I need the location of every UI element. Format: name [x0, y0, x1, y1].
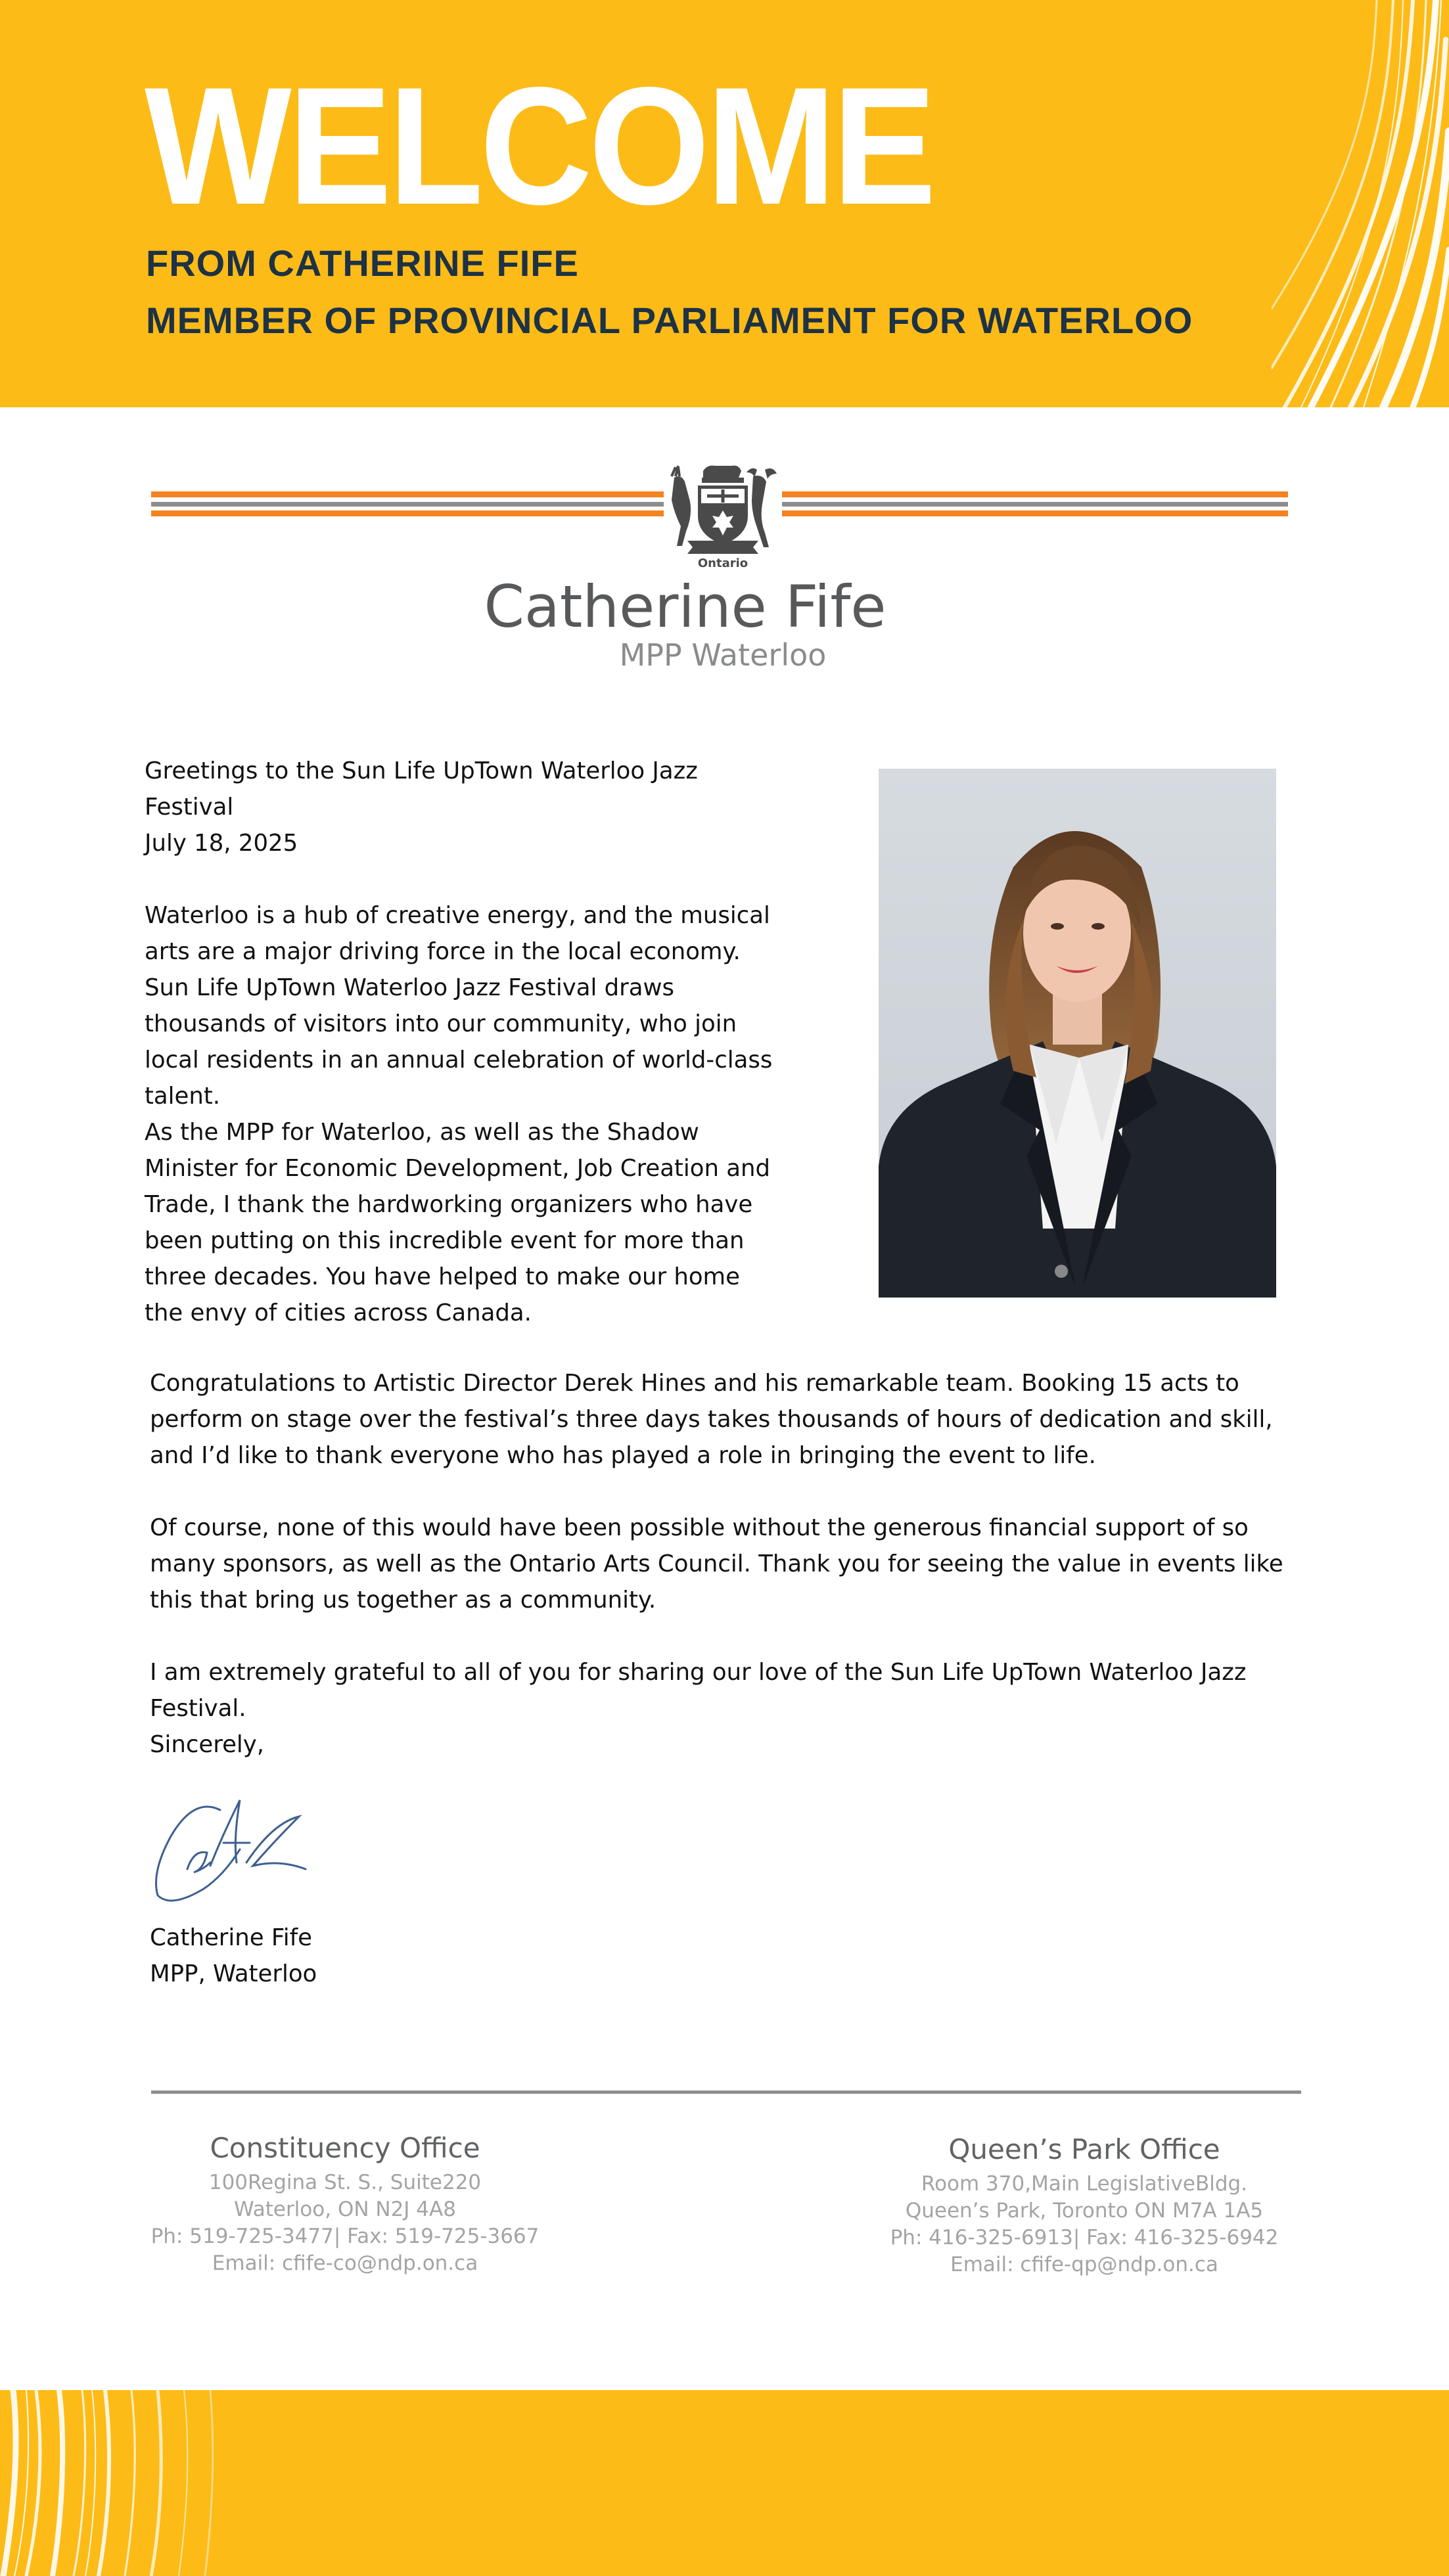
letter-subject: Greetings to the Sun Life UpTown Waterloo Jazz Festival: [145, 757, 698, 821]
brush-texture-decoration: [1272, 0, 1449, 407]
crest-label: Ontario: [697, 556, 748, 570]
letter-date: July 18, 2025: [145, 830, 298, 857]
letterhead-title: MPP Waterloo: [619, 637, 827, 673]
constituency-address-2: Waterloo, ON N2J 4A8: [234, 2198, 456, 2221]
letterhead-name: Catherine Fife: [484, 573, 886, 641]
footer-divider: [151, 2090, 1301, 2094]
queens-park-email: Email: cfife-qp@ndp.on.ca: [950, 2253, 1218, 2276]
queens-park-address-1: Room 370,Main LegislativeBldg.: [921, 2172, 1248, 2196]
banner-from-line: FROM CATHERINE FIFE: [146, 242, 579, 284]
bottom-banner: [0, 2390, 1449, 2576]
portrait-photo: [879, 769, 1276, 1298]
queens-park-phone: Ph: 416-325-6913| Fax: 416-325-6942: [890, 2226, 1279, 2249]
constituency-office: [115, 2130, 575, 2277]
constituency-office-heading: Constituency Office: [210, 2132, 480, 2164]
paragraph-1: Waterloo is a hub of creative energy, and the musical arts are a major driving force in the local economy. Sun Life UpTown Waterloo Jazz Festival draws thousands of visitors into our community, who join local residents in an annual celebration of world-class talent.: [145, 902, 773, 1110]
queens-park-office-heading: Queen’s Park Office: [948, 2133, 1220, 2165]
ontario-coat-of-arms-icon: [657, 457, 789, 572]
signer-title: MPP, Waterloo: [150, 1960, 317, 1987]
constituency-email: Email: cfife-co@ndp.on.ca: [212, 2251, 478, 2275]
paragraph-4: Of course, none of this would have been possible without the generous financial support of so many sponsors, as well as the Ontario Arts Council. Thank you for seeing the value in events like this that bring us together as a community.: [150, 1514, 1283, 1614]
queens-park-address-2: Queen’s Park, Toronto ON M7A 1A5: [905, 2199, 1264, 2223]
top-banner: [0, 0, 1449, 407]
paragraph-5: I am extremely grateful to all of you for sharing our love of the Sun Life UpTown Waterloo Jazz Festival.: [150, 1659, 1247, 1722]
signature-image: [148, 1790, 325, 1912]
paragraph-3: Congratulations to Artistic Director Derek Hines and his remarkable team. Booking 15 acts to perform on stage over the festival’s three days takes thousands of hours of dedication and skill, and I’d like to thank everyone who has played a role in bringing the event to life.: [150, 1370, 1273, 1469]
brush-texture-decoration-bottom: [0, 2390, 237, 2576]
welcome-heading: WELCOME: [145, 53, 933, 240]
closing: Sincerely,: [150, 1731, 265, 1758]
constituency-address-1: 100Regina St. S., Suite220: [208, 2171, 482, 2194]
signer-name: Catherine Fife: [150, 1924, 312, 1951]
queens-park-office: [854, 2131, 1314, 2278]
banner-member-line: MEMBER OF PROVINCIAL PARLIAMENT FOR WATERLOO: [146, 300, 1193, 341]
paragraph-2: As the MPP for Waterloo, as well as the Shadow Minister for Economic Development, Job Creation and Trade, I thank the hardworking organizers who have been putting on this incredible event for more than three decades. You have helped to make our home the envy of cities across Canada.: [145, 1119, 771, 1326]
constituency-phone: Ph: 519-725-3477| Fax: 519-725-3667: [150, 2225, 540, 2248]
